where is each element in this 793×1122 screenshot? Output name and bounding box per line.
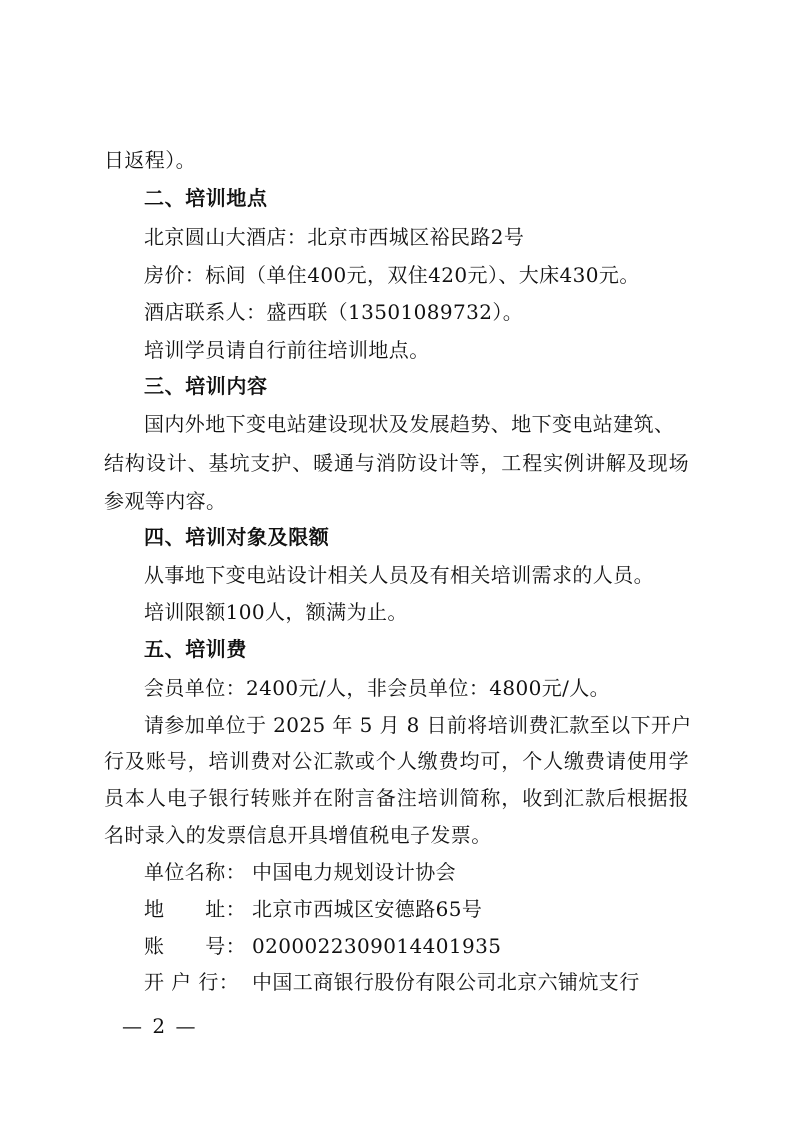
field-value: 中国电力规划设计协会 xyxy=(252,860,456,884)
section-heading-fee: 五、培训费 xyxy=(144,637,247,661)
travel-note: 培训学员请自行前往培训地点。 xyxy=(144,338,430,362)
text-line: 日返程）。 xyxy=(104,148,196,172)
page-number: — 2 — xyxy=(122,1014,198,1038)
bank-field-name xyxy=(144,860,456,884)
payment-paragraph-line: 请参加单位于 2025 年 5 月 8 日前将培训费汇款至以下开户 xyxy=(144,713,692,737)
payment-paragraph-line: 行及账号，培训费对公汇款或个人缴费均可，个人缴费请使用学 xyxy=(104,749,689,773)
room-price: 房价：标间（单住400元，双住420元）、大床430元。 xyxy=(144,263,640,287)
quota-text: 培训限额100人，额满为止。 xyxy=(144,600,408,624)
bank-field-address xyxy=(144,897,482,921)
hotel-contact: 酒店联系人：盛西联（13501089732）。 xyxy=(144,300,524,324)
field-value: 中国工商银行股份有限公司北京六铺炕支行 xyxy=(252,970,640,994)
content-paragraph-line: 参观等内容。 xyxy=(104,489,227,513)
field-label: 地 址： xyxy=(144,897,246,921)
field-label: 单位名称： xyxy=(144,860,246,884)
field-value: 0200022309014401935 xyxy=(252,934,502,958)
section-heading-audience: 四、培训对象及限额 xyxy=(144,525,330,549)
fee-text: 会员单位：2400元/人，非会员单位：4800元/人。 xyxy=(144,676,611,700)
content-paragraph-line: 结构设计、基坑支护、暖通与消防设计等，工程实例讲解及现场 xyxy=(104,451,689,475)
field-label: 开 户 行： xyxy=(144,970,240,994)
field-label: 账 号： xyxy=(144,934,246,958)
bank-field-account xyxy=(144,934,501,958)
bank-field-bank xyxy=(144,970,640,994)
section-heading-location: 二、培训地点 xyxy=(144,186,268,210)
hotel-address: 北京圆山大酒店：北京市西城区裕民路2号 xyxy=(144,225,525,249)
payment-paragraph-line: 名时录入的发票信息开具增值税电子发票。 xyxy=(104,823,492,847)
payment-paragraph-line: 员本人电子银行转账并在附言备注培训简称，收到汇款后根据报 xyxy=(104,786,689,810)
section-heading-content: 三、培训内容 xyxy=(144,374,268,398)
content-paragraph-line: 国内外地下变电站建设现状及发展趋势、地下变电站建筑、 xyxy=(144,412,675,436)
audience-text: 从事地下变电站设计相关人员及有相关培训需求的人员。 xyxy=(144,563,654,587)
field-value: 北京市西城区安德路65号 xyxy=(252,897,483,921)
